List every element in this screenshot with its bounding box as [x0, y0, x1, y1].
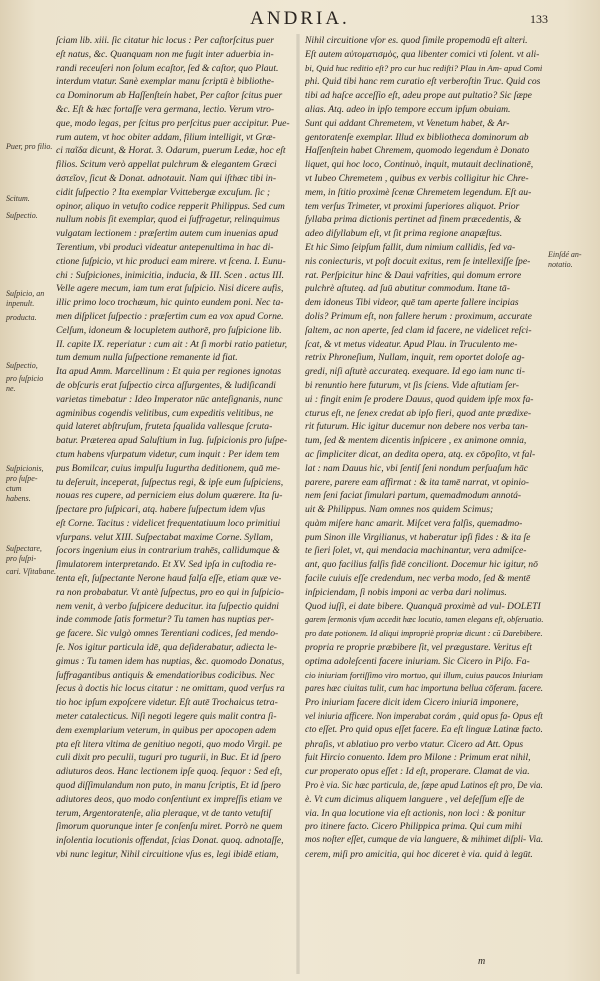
- text-line: tum demum nulla ſuſpectione remanente id fiat.: [56, 352, 238, 364]
- margin-note: producta.: [6, 313, 37, 322]
- text-line: inſolentia locutionis offendat, ſcias Donat. quoq. adnotaſſe,: [56, 835, 284, 847]
- running-title: ANDRIA.: [250, 8, 350, 29]
- text-line: retrix Phroneſium, Nullam, inquit, rem oportet doloſe ag-: [305, 352, 525, 364]
- text-line: rit futurum. Hic igitur ducemur non debere nos verba tan-: [305, 421, 528, 433]
- text-line: adeo diſyllabum eſt, vt ſit prima regione anapæſtus.: [305, 228, 503, 240]
- text-line: Et hic Simo ſeipſum fallit, dum nimium callidis, ſed va-: [305, 241, 516, 253]
- text-line: tio hoc ipſum expoſcere videtur. Eſt autē Trochaicus tetra-: [56, 697, 278, 709]
- margin-note: Suſpectio.: [6, 211, 38, 220]
- text-line: eſt natus, &c. Quanquam non me fugit inter aduerbia in-: [56, 48, 274, 60]
- margin-note: Suſpicionis,: [6, 464, 44, 473]
- text-line: ra non probabatur. Vt antè ſuſpectus, pro eo qui in ſuſpicio-: [56, 586, 284, 598]
- margin-note: pro ſuſpi-: [6, 554, 37, 563]
- text-line: dem idoneus Tibi videor, quē tam aperte fallere incipias: [305, 297, 519, 309]
- text-line: meter catalecticus. Niſi negoti legere quis malit contra ſi-: [56, 711, 277, 723]
- text-line: ge facere. Sic vulgò omnes Terentiani codices, ſed mendo-: [56, 628, 279, 640]
- text-line: ca Dominorum ab Haſſenſteín habet, Per caſtor ſcitus puer: [56, 90, 283, 102]
- text-line: ſimulatorem interpretando. Et XV. Sed ipſa in cuſtodia re-: [56, 559, 277, 571]
- text-line: dem exemplarium veterum, in quibus per apocopen adem: [56, 724, 277, 736]
- text-line: ſpectare pro ſuſpicari, atq. habere ſuſpectum idem vſus: [56, 504, 266, 516]
- text-line: cidit ſuſpectio ? Ita exemplar Vvittebergæ excuſum. ſic ;: [56, 186, 271, 198]
- page-gutter: [296, 34, 300, 974]
- text-line: pro itinere facto. Cicero Philippica prima. Qui cum mihi: [305, 821, 522, 833]
- text-line: ſocors ingenium eius in contrarium trahēs, callidumque &: [56, 545, 280, 557]
- text-line: II. capite IX. reperiatur : cum ait : At ſi morbi ratio patietur,: [56, 338, 288, 350]
- left-margin-notes: [6, 34, 54, 964]
- text-line: fuit Hircio conuento. Idem pro Milone : Primum erat nihil,: [305, 752, 531, 764]
- text-line: facile cuiuis eſſe credendum, nec verba modo, ſed & mentē: [305, 573, 531, 585]
- margin-note: cari. Vſitabane.: [6, 567, 56, 576]
- text-line: Sunt qui addant Chremetem, vt Venetum habet, & Ar-: [305, 117, 510, 129]
- text-line: Celſum, idoneum & locupletem authorē, pro ſuſpicione lib.: [56, 324, 282, 336]
- margin-note: Suſpicio, an: [6, 289, 45, 298]
- left-text-column: [56, 34, 292, 964]
- text-line: rat. Perſpicitur hinc & Daui vafrities, qui domum errore: [305, 269, 522, 281]
- right-margin-notes: [548, 34, 598, 964]
- text-line: ant, quo facilius falſis fidē conciliont. Docemur hic igitur, nō: [305, 559, 538, 571]
- text-line: terum, Argentoratenſe, alia pleraque, vt de tanto vetuſtiſ: [56, 807, 272, 819]
- text-line: Eſt autem αὐτοματισμὸς, qua libenter comici vti ſolent. vt ali-: [305, 48, 540, 60]
- text-line: lat : nam Dauus hic, vbi ſentiſ ſeni nondum perſuaſum hāc: [305, 462, 529, 474]
- text-line: inde commode ſatis formetur? Tu tamen has nuptias per-: [56, 614, 274, 626]
- text-line: uit & Philippus. Nam omnes nos quidem Scimus;: [305, 504, 494, 516]
- text-line: nis coniecturis, vt poſt docuit exitus, rem ſe intellexiſſe ſpe-: [305, 255, 531, 267]
- text-line: tum, ſed & mentem dicentis inſpicere , ex animone omnia,: [305, 435, 527, 447]
- margin-note: Puer, pro filio.: [6, 142, 53, 151]
- text-line: via. In qua locutione via eſt actionis, non loci : & ponitur: [305, 807, 526, 819]
- text-line: ui : fingit enim ſe prodere Dauus, quod quidem ipſe mox fa-: [305, 393, 534, 405]
- text-line: Pro è via. Sic hæc particula, de, ſæpe apud Latinos eſt pro, De via.: [305, 780, 543, 791]
- margin-note: pro ſuſpe-: [6, 474, 38, 483]
- margin-note: habens.: [6, 494, 31, 503]
- text-line: liquet, qui hoc loco, Continuò, inquit, mutauit declinationē,: [305, 159, 534, 171]
- text-line: alias. Atq. adeo in ipſo tempore eccum ipſum obuiam.: [305, 103, 511, 115]
- catchword: m: [478, 956, 486, 967]
- margin-note: Scitum.: [6, 194, 30, 203]
- text-line: Nihil circuitione vſor es. quod ſimile propemodū eſt alteri.: [305, 35, 528, 46]
- text-line: ctione ſuſpicio, vt hic produci eam mirere. vt ſcena. I. Eunu-: [56, 255, 286, 267]
- text-line: tem verſus Trimeter, vt proximi ſuperiores aliquot. Prior: [305, 200, 520, 212]
- text-line: Velle agere mecum, iam tum erat ſuſpicio. Nisi dicere aufis,: [56, 283, 284, 295]
- text-line: propria re proprie præbibere ſit, vel prægustare. Veritus eſt: [305, 642, 532, 654]
- text-line: cerem, miſi pro amicitia, qui hoc diceret è via. quid à legūt.: [305, 849, 533, 861]
- text-line: men diſplicet ſuſpectio : præſertim cum ea vox apud Corne.: [56, 310, 284, 322]
- text-line: pta eſt litera vltima de genitiuo negoti, quo modo Virgil. pe: [56, 738, 282, 750]
- text-line: gentoratenſe exemplar. Illud ex bibliotheca dominorum ab: [305, 131, 529, 143]
- text-line: vulgatam lectionem : præſertim autem cum inuenias apud: [56, 228, 278, 240]
- text-line: parere, parere eam affirmat : & ita tamē narrat, vt opinio-: [305, 476, 530, 488]
- text-line: ſe. Nos igitur particula idē, qua deſiderabatur, adiecta le-: [56, 642, 277, 654]
- text-line: gredi, niſi aſtutè accurateq. exequare. Id ego iam nunc ti-: [305, 366, 525, 378]
- text-line: gimus : Tu tamen idem has nuptias, &c. quomodo Donatus,: [56, 655, 285, 667]
- text-line: batur. Præterea apud Saluſtium in Iug. ſuſpicionis pro ſuſpe-: [56, 435, 288, 447]
- text-line: optima adoleſcenti facere iniuriam. Sic Cicero in Piſo. Fa-: [305, 655, 530, 667]
- text-line: pares hæc ciuitas tulit, cum hac importuna bellua cōferam. facere.: [305, 683, 543, 694]
- margin-note: notatio.: [548, 260, 573, 269]
- text-line: cio iniuriam fortiſſimo viro mortuo, qui illum, cuius paucos Iniuriam: [305, 669, 543, 680]
- text-line: è. Vt cum dicimus aliquem languere , vel deſeſſum eſſe de: [305, 793, 525, 805]
- text-line: ſimorum quorunque inter ſe conſenſu miret. Porrò ne quem: [56, 821, 283, 833]
- text-line: illic primo loco trochæum, hic quinto eundem poni. Nec ta-: [56, 297, 284, 309]
- text-line: pum Sinon ille Virgilianus, vt haberatur ipſi fides : & ita ſe: [305, 531, 531, 543]
- text-line: pulchrè aſtuteq. ad ſuū abutitur commodum. Itane tā-: [305, 283, 510, 295]
- text-line: varietas timebatur : Ideo Imperator nūc anteſignanis, nunc: [56, 393, 283, 405]
- text-line: opinor, aliquo in vetuſto codice repperit Philippus. Sed cum: [56, 200, 285, 212]
- text-line: nullum nobis ſit exemplar, quod ei ſuffragetur, relinquimus: [56, 214, 280, 226]
- text-line: bi renuntio here futurum, vt ſis ſciens. Vide aſtutiam ſer-: [305, 379, 519, 391]
- margin-note: Einſdé an-: [548, 250, 582, 259]
- text-line: ſciam lib. xiii. ſic citatur hic locus : Per caſtorſcitus puer: [56, 35, 274, 46]
- text-line: quàm miſere hanc amarit. Miſcet vera falſis, quemadmo-: [305, 517, 523, 529]
- text-line: dolis? Primum eſt, non fallere herum : proximum, accurate: [305, 310, 532, 322]
- margin-note: Suſpectio,: [6, 361, 38, 370]
- text-line: de obſcuris erat ſuſpectio circa aſſurgentes, & ludiſicandi: [56, 379, 276, 391]
- text-line: que, modo legas, per ſcitus pro perſcitus puer accipitur. Pue-: [56, 117, 290, 129]
- text-line: culi dixit pro peculii, tuguri pro tugurii, in Buc. Et id ſpero: [56, 752, 281, 764]
- text-line: ci παῖδα dicunt, & Horat. 3. Odarum, puerum Ledæ, hoc eſt: [56, 145, 286, 157]
- text-line: adiuturos deos. Hanc lectionem ipſe quoq. ſequor : Sed eſt,: [56, 766, 283, 778]
- text-line: nem ſeni faciat ſimulari partum, quemadmodum annotá-: [305, 490, 522, 502]
- text-line: ἀστεῖον, ſicut & Donat. adnotauit. Nam qui iſthæc tibi in-: [56, 172, 277, 184]
- text-line: Terentium, vbi producì videatur antepenultima in hac di-: [56, 241, 274, 253]
- text-line: bi, Quid huc reditio eſt? pro cur huc rediſti? Plau in Am- apud Comi: [305, 62, 543, 73]
- page-number: 133: [530, 12, 548, 26]
- text-line: &c. Eſt & hæc fortaſſe vera germana, lectio. Verum vtro-: [56, 103, 275, 115]
- text-line: ac ſimpliciter dicat, an dedita opera, atq. ex cōpoſito, vt fal-: [305, 448, 536, 460]
- text-line: chi : Suſpiciones, inimicitia, inducia, & III. Scen . actus III.: [56, 269, 285, 281]
- text-line: tu deſeruit, inceperat, ſuſpectus regi, & ipſe eum ſuſpiciens,: [56, 476, 284, 488]
- text-line: interdum vtatur. Sanè exemplar manu ſcriptū è bibliothe-: [56, 76, 275, 88]
- text-line: Ita apud Amm. Marcellinum : Et quia per regiones ignotas: [56, 366, 282, 378]
- text-line: pus Bomilcar, cuius impulſu Iugurtha deditionem, quā me-: [56, 462, 281, 474]
- text-line: mos noſter eſſet, cumque de via languere, & mihimet diſpli- Via.: [305, 835, 543, 846]
- text-line: Pro iniuriam facere dicit idem Cicero iniuriā imponere,: [305, 697, 519, 709]
- text-line: vt Iubeo Chremetem , quibus ex verbis colligitur hic Chre-: [305, 172, 529, 184]
- text-line: inſpiciendam, ſi nobis imponi ac verba dari nolimus.: [305, 586, 507, 598]
- text-line: ſecus à doctis hic locus citatur : ne omittam, quod verſus ra: [56, 683, 285, 695]
- text-line: ctum habens vſurpatum videtur, cum inquit : Per idem tem: [56, 448, 280, 460]
- text-line: ſaltem, ac non aperte, ſed clam id facere, ne videlicet reſci-: [305, 324, 532, 336]
- text-line: filios. Scitum verò appellat pulchrum & elegantem Græci: [56, 159, 277, 171]
- text-line: cturus eſt, ne ſenex credat ab ipſo fieri, quod ante prædixe-: [305, 407, 532, 419]
- text-line: pro date potionem. Id aliqui impropriè propriæ dicunt : cū Darebibere.: [305, 629, 543, 639]
- text-line: phi. Quid tibi hanc rem curatio eſt verberoſtin Truc. Quid cos: [305, 76, 541, 88]
- text-line: adiutores deos, quo modo conſentiunt ex impreſſis etiam ve: [56, 793, 283, 805]
- text-line: ſcat, & vt metus videatur. Apud Plau. in Truculento me-: [305, 338, 518, 350]
- text-line: cur properato opus eſſet : Id eſt, properare. Clamat de via.: [305, 766, 530, 778]
- text-line: randi receuſeri non ſolum ecaſtor, ſed & caſtor, quo Plaut.: [56, 62, 279, 74]
- text-line: quod diſſimulandum non puto, in manu ſcriptis, Et id ſpero: [56, 780, 281, 792]
- text-line: mem, in ſtitio proximè ſcenæ Chremetem legendum. Eſt au-: [305, 186, 532, 198]
- text-line: Quod iuſſi, ei date bibere. Quanquā proximè ad vul- DOLETI: [305, 600, 541, 612]
- text-line: vbi nunc legitur, Nihil circuitione vſus es, legi ibidē etiam,: [56, 849, 279, 861]
- text-line: cto eſſet. Pro quid opus eſſet facere. Ea eſt linguæ Latinæ facto.: [305, 724, 543, 735]
- text-line: nouas res cupere, ad perniciem eius dolum quærere. Ita ſu-: [56, 490, 283, 502]
- text-line: eſt Corne. Tacitus : videlicet frequentatiuum loco primitiui: [56, 517, 281, 529]
- text-line: Haſſenſtein habet Chremem, quomodo legendum è Donato: [305, 145, 530, 157]
- page-header: [0, 6, 600, 36]
- text-line: ſyllaba prima dictionis pertinet ad finem præcedentis, &: [305, 214, 522, 226]
- margin-note: pro ſuſpicio: [6, 374, 44, 383]
- text-line: tibi ad haſce acceſſio eſt, adeu prope aut pultatio? Sic ſæpe: [305, 90, 532, 102]
- text-line: quid lateret abſtruſum, fruteta ſqualida vallesque ſcruta-: [56, 421, 273, 433]
- text-line: garem ſermonis vſum accedit hæc locutio, tamen elegans eſt, obſeruatio.: [305, 615, 543, 625]
- margin-note: Suſpectare,: [6, 544, 42, 553]
- text-line: rum autem, vt hoc obiter addam, filium intelligit, vt Græ-: [56, 131, 276, 143]
- text-line: vſurpans. velut XIII. Suſpectabat maxime Corne. Syllam,: [56, 531, 273, 543]
- text-line: te ſieri ſolet, vt, qui mendacia machinantur, vera admiſce-: [305, 545, 527, 557]
- margin-note: ne.: [6, 384, 16, 393]
- text-line: agminibus cogendis velitibus, cum expeditis velitibus, ne: [56, 407, 274, 419]
- text-line: phraſis, vt ablatiuo pro verbo vtatur. Cicero ad Att. Opus: [305, 738, 524, 750]
- text-line: vel iniuria afficere. Non imperabat corám , quid opus fa- Opus eſt: [305, 711, 543, 722]
- text-line: ſuffragantibus antiquis & emendatioribus codicibus. Nec: [56, 669, 275, 681]
- text-line: tenta eſt, ſuſpectante Nerone haud falſa eſſe, etiam quæ ve-: [56, 573, 282, 585]
- margin-note: ctum: [6, 484, 22, 493]
- margin-note: inpenult.: [6, 299, 35, 308]
- text-line: nem venit, à verbo ſuſpicere deducitur. ita ſuſpectio quidni: [56, 600, 279, 612]
- right-text-column: [305, 34, 543, 964]
